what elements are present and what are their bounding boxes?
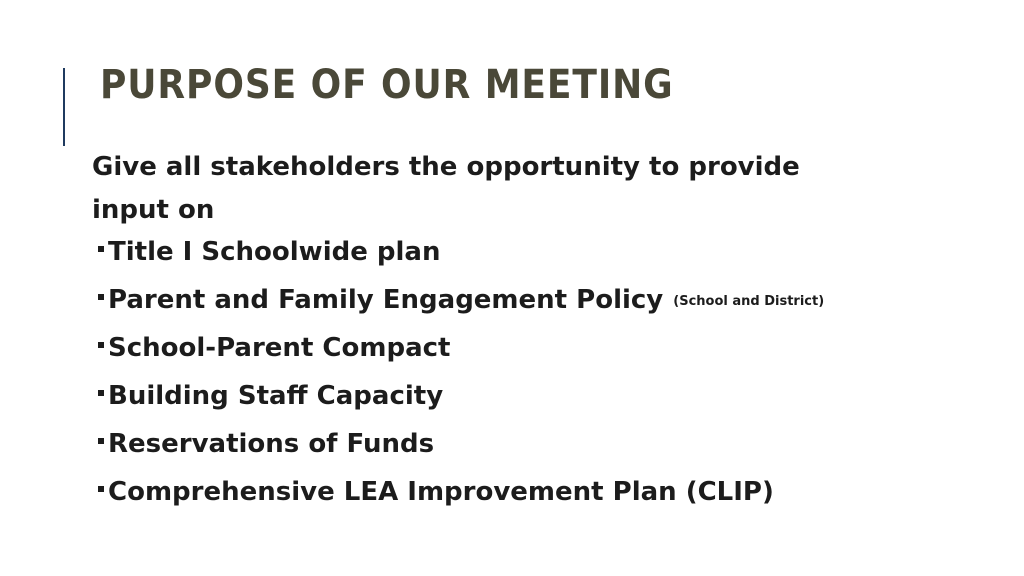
bullet-text: Reservations of Funds <box>108 429 435 459</box>
intro-line-2: input on <box>92 195 215 225</box>
bullet-note: (School and District) <box>673 294 825 309</box>
square-bullet-icon <box>98 342 104 348</box>
list-item <box>98 280 824 328</box>
list-item <box>98 424 824 472</box>
bullet-list <box>98 232 824 520</box>
square-bullet-icon <box>98 438 104 444</box>
bullet-text: Comprehensive LEA Improvement Plan (CLIP) <box>108 477 774 507</box>
intro-line-1: Give all stakeholders the opportunity to provide <box>92 152 800 182</box>
intro-paragraph <box>92 146 892 232</box>
bullet-text: School-Parent Compact <box>108 333 451 363</box>
square-bullet-icon <box>98 390 104 396</box>
slide-title: PURPOSE OF OUR MEETING <box>100 62 674 108</box>
list-item <box>98 328 824 376</box>
bullet-text: Title I Schoolwide plan <box>108 237 441 267</box>
square-bullet-icon <box>98 294 104 300</box>
bullet-text: Parent and Family Engagement Policy <box>108 285 664 315</box>
bullet-text: Building Staff Capacity <box>108 381 444 411</box>
square-bullet-icon <box>98 246 104 252</box>
square-bullet-icon <box>98 486 104 492</box>
list-item <box>98 232 824 280</box>
list-item <box>98 472 824 520</box>
list-item <box>98 376 824 424</box>
title-accent-line <box>63 68 65 146</box>
